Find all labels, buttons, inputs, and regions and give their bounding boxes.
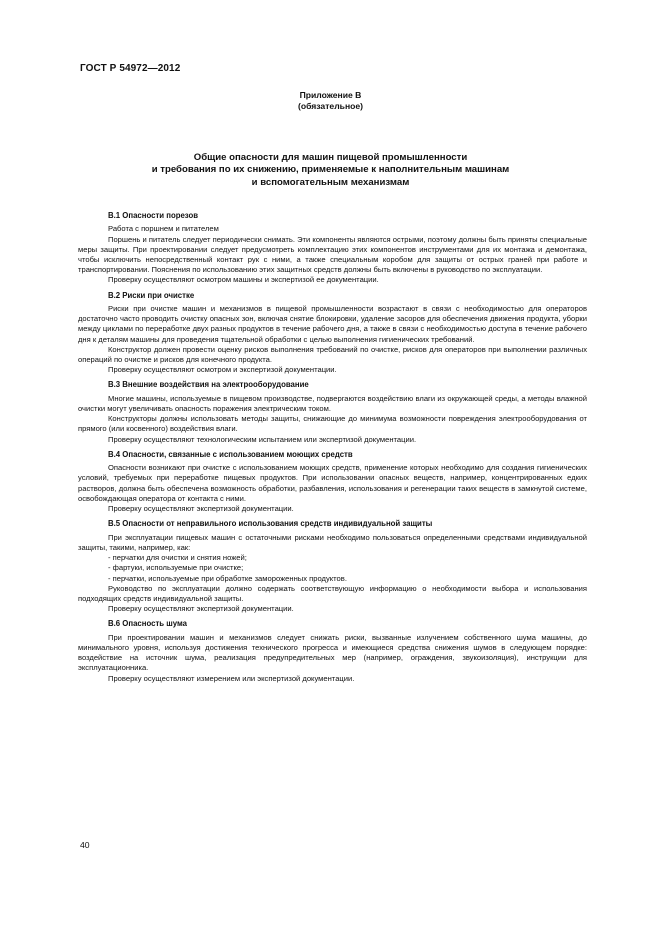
paragraph: Опасности возникают при очистке с использованием моющих средств, применение которых необходимо для создания гигиенических условий, требуемых при переработке пищевых продуктов. При использовании опасных веществ, например, концентрированных едких растворов, должна быть обеспечена возможность обработки, разбавления, использования и регенерации таких веществ в замкнутой системе, освобождающая оператора от контакта с ними. xyxy=(78,463,587,503)
paragraph: Проверку осуществляют экспертизой документации. xyxy=(108,604,294,614)
appendix-status: (обязательное) xyxy=(297,101,364,111)
list-item: - перчатки для очистки и снятия ножей; xyxy=(78,553,587,563)
section-heading: В.5 Опасности от неправильного использования средств индивидуальной защиты xyxy=(108,519,433,529)
list-item: - фартуки, используемые при очистке; xyxy=(78,563,587,573)
paragraph: Проверку осуществляют осмотром и экспертизой документации. xyxy=(108,365,337,375)
section-b6 xyxy=(78,619,587,683)
paragraph: Конструкторы должны использовать методы защиты, снижающие до минимума возможности повреждения электрооборудования от прямого (или косвенного) воздействия влаги. xyxy=(78,414,587,434)
section-heading: В.1 Опасности порезов xyxy=(108,211,199,220)
paragraph: Проверку осуществляют экспертизой документации. xyxy=(108,504,294,514)
section-heading: В.4 Опасности, связанные с использованием моющих средств xyxy=(108,449,353,459)
page-number: 40 xyxy=(80,840,90,850)
title-line: и требования по их снижению, применяемые к наполнительным машинам xyxy=(151,164,510,176)
section-b1 xyxy=(78,211,587,286)
paragraph: Проверку осуществляют технологическим испытанием или экспертизой документации. xyxy=(108,434,417,444)
paragraph: Риски при очистке машин и механизмов в пищевой промышленности возрастают в связи с необходимостью для операторов достаточно часто проводить очистку опасных зон, включая снятие блокировки, удаление засоров для обеспечения движения продукта, уборки между циклами по переработке двух разных продуктов в течение рабочего дня, а также в связи с необходимостью доступа в течение рабочего дня к деталям машины для проведения тщательной обработки с целью выполнения гигиенических требований. xyxy=(78,304,587,344)
section-b4 xyxy=(78,450,587,514)
section-heading: В.3 Внешние воздействия на электрооборудование xyxy=(108,380,309,390)
title-line: Общие опасности для машин пищевой промышленности xyxy=(193,152,468,163)
section-heading: В.2 Риски при очистке xyxy=(108,290,195,300)
paragraph: Конструктор должен провести оценку рисков выполнения требований по очистке, рисков для операторов при выполнении различных операций по очистке и рисков для конечного продукта. xyxy=(78,344,587,365)
paragraph: Поршень и питатель следует периодически снимать. Эти компоненты являются острыми, поэтому должны быть приняты специальные меры защиты. При проектировании следует предусмотреть комплектацию этих компонентов инструментами для их монтажа и демонтажа, чтобы исключить непосредственный контакт рук с ними, а также специальным коробом для защиты от острых граней при работе и транспортировании. Пояснения по использованию этих защитных средств должны быть включены в руководство по эксплуатации. xyxy=(78,234,587,275)
section-b5 xyxy=(78,519,587,614)
section-b3 xyxy=(78,380,587,444)
title-line: и вспомогательным механизмам xyxy=(251,176,410,188)
appendix-label: Приложение В xyxy=(299,90,362,100)
paragraph: Проверку осуществляют измерением или экспертизой документации. xyxy=(108,673,355,683)
paragraph: При проектировании машин и механизмов следует снижать риски, вызванные излучением собственного шума машины, до минимального уровня, используя достижения технического прогресса и имеющиеся средства снижения шумов в следующем порядке: воздействие на источник шума, реализация предупредительных мер (например, ограждения, звукоизоляция), инструкции для эксплуатационника. xyxy=(78,632,587,673)
section-b2 xyxy=(78,291,587,376)
standard-designation: ГОСТ Р 54972—2012 xyxy=(80,63,181,74)
document-body xyxy=(78,211,587,689)
paragraph: Руководство по эксплуатации должно содержать соответствующую информацию о необходимости выбора и использования подходящих средств индивидуальной защиты. xyxy=(78,583,587,603)
paragraph: При эксплуатации пищевых машин с остаточными рисками необходимо пользоваться определенными средствами индивидуальной защиты, такими, например, как: xyxy=(78,532,587,552)
appendix-title xyxy=(0,152,661,189)
paragraph: Многие машины, используемые в пищевом производстве, подвергаются воздействию влаги из окружающей среды, а методы влажной очистки могут увеличивать опасность поражения электрическим током. xyxy=(78,393,587,414)
list-item: - перчатки, используемые при обработке замороженных продуктов. xyxy=(78,574,587,584)
paragraph: Проверку осуществляют осмотром машины и экспертизой ее документации. xyxy=(108,275,379,285)
paragraph: Работа с поршнем и питателем xyxy=(108,224,219,234)
appendix-heading xyxy=(0,90,661,112)
section-heading: В.6 Опасность шума xyxy=(108,619,187,629)
